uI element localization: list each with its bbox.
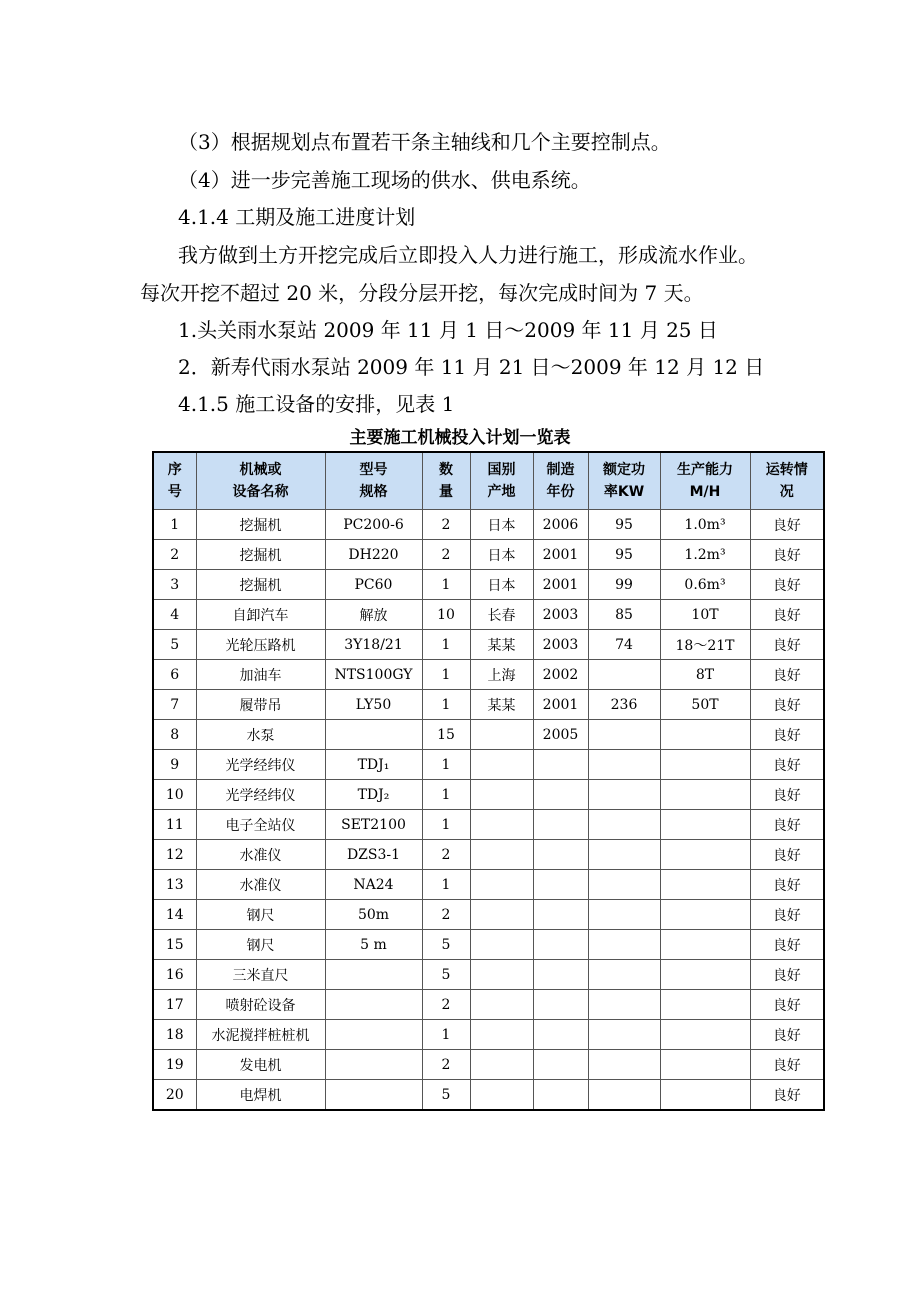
cell-year: 2001 (533, 570, 588, 600)
cell-seq: 17 (153, 990, 196, 1020)
cell-year (533, 960, 588, 990)
cell-model (325, 1020, 422, 1050)
cell-status: 良好 (750, 1080, 824, 1111)
cell-name: 履带吊 (196, 690, 325, 720)
cell-capacity (660, 1080, 750, 1111)
paragraph-schedule-intro: 我方做到土方开挖完成后立即投入人力进行施工，形成流水作业。 (178, 243, 758, 267)
cell-seq: 5 (153, 630, 196, 660)
cell-capacity (660, 1020, 750, 1050)
cell-qty: 15 (422, 720, 470, 750)
cell-name: 三米直尺 (196, 960, 325, 990)
cell-qty: 2 (422, 540, 470, 570)
cell-qty: 1 (422, 780, 470, 810)
schedule-item-2: 2．新寿代雨水泵站 2009 年 11 月 21 日～2009 年 12 月 12 日 (178, 355, 765, 379)
cell-origin: 长春 (470, 600, 533, 630)
cell-qty: 2 (422, 1050, 470, 1080)
cell-qty: 1 (422, 570, 470, 600)
table-row (153, 750, 824, 780)
equipment-table (152, 451, 825, 1111)
cell-origin (470, 780, 533, 810)
cell-qty: 1 (422, 630, 470, 660)
cell-origin (470, 990, 533, 1020)
cell-power: 236 (588, 690, 660, 720)
header-qty: 数 量 (422, 452, 470, 510)
table-row (153, 990, 824, 1020)
cell-qty: 1 (422, 750, 470, 780)
cell-model: TDJ₁ (325, 750, 422, 780)
cell-capacity (660, 1050, 750, 1080)
cell-model: 3Y18/21 (325, 630, 422, 660)
cell-capacity (660, 750, 750, 780)
table-row (153, 870, 824, 900)
cell-name: 水泵 (196, 720, 325, 750)
cell-model: 5 m (325, 930, 422, 960)
cell-model (325, 1050, 422, 1080)
cell-power (588, 870, 660, 900)
table-row (153, 720, 824, 750)
cell-qty: 2 (422, 840, 470, 870)
cell-capacity: 10T (660, 600, 750, 630)
cell-name: 钢尺 (196, 900, 325, 930)
cell-power (588, 930, 660, 960)
cell-name: 水准仪 (196, 840, 325, 870)
cell-seq: 12 (153, 840, 196, 870)
cell-seq: 13 (153, 870, 196, 900)
cell-status: 良好 (750, 720, 824, 750)
section-heading-4-1-5: 4.1.5 施工设备的安排，见表 1 (178, 392, 455, 416)
cell-origin (470, 1080, 533, 1111)
cell-status: 良好 (750, 1020, 824, 1050)
cell-seq: 3 (153, 570, 196, 600)
cell-power (588, 1050, 660, 1080)
cell-power (588, 750, 660, 780)
cell-model: DZS3-1 (325, 840, 422, 870)
header-name: 机械或 设备名称 (196, 452, 325, 510)
cell-status: 良好 (750, 690, 824, 720)
cell-name: 挖掘机 (196, 540, 325, 570)
cell-origin (470, 720, 533, 750)
cell-power (588, 960, 660, 990)
cell-model: 解放 (325, 600, 422, 630)
table-row (153, 540, 824, 570)
cell-origin (470, 810, 533, 840)
cell-name: 光学经纬仪 (196, 750, 325, 780)
cell-power (588, 1020, 660, 1050)
cell-year: 2001 (533, 690, 588, 720)
cell-origin: 某某 (470, 630, 533, 660)
cell-seq: 2 (153, 540, 196, 570)
cell-status: 良好 (750, 570, 824, 600)
cell-qty: 5 (422, 930, 470, 960)
cell-seq: 1 (153, 510, 196, 540)
table-row (153, 1080, 824, 1111)
paragraph-schedule-cont: 每次开挖不超过 20 米，分段分层开挖，每次完成时间为 7 天。 (140, 281, 704, 305)
cell-status: 良好 (750, 630, 824, 660)
cell-name: 电焊机 (196, 1080, 325, 1111)
cell-power (588, 990, 660, 1020)
cell-origin (470, 1020, 533, 1050)
cell-status: 良好 (750, 960, 824, 990)
cell-name: 发电机 (196, 1050, 325, 1080)
cell-capacity (660, 990, 750, 1020)
cell-year (533, 840, 588, 870)
header-seq: 序 号 (153, 452, 196, 510)
cell-origin (470, 840, 533, 870)
cell-capacity: 18～21T (660, 630, 750, 660)
cell-capacity (660, 810, 750, 840)
cell-capacity (660, 870, 750, 900)
cell-model: PC60 (325, 570, 422, 600)
cell-status: 良好 (750, 900, 824, 930)
table-row (153, 690, 824, 720)
cell-seq: 10 (153, 780, 196, 810)
cell-power: 99 (588, 570, 660, 600)
cell-name: 挖掘机 (196, 570, 325, 600)
cell-name: 光轮压路机 (196, 630, 325, 660)
cell-status: 良好 (750, 600, 824, 630)
cell-name: 喷射砼设备 (196, 990, 325, 1020)
cell-year (533, 930, 588, 960)
cell-seq: 8 (153, 720, 196, 750)
cell-power (588, 840, 660, 870)
cell-capacity (660, 720, 750, 750)
cell-year (533, 750, 588, 780)
cell-year: 2002 (533, 660, 588, 690)
header-status: 运转情 况 (750, 452, 824, 510)
cell-origin: 上海 (470, 660, 533, 690)
cell-capacity: 1.0m³ (660, 510, 750, 540)
cell-origin (470, 900, 533, 930)
cell-power (588, 660, 660, 690)
cell-year (533, 1020, 588, 1050)
cell-seq: 18 (153, 1020, 196, 1050)
table-row (153, 930, 824, 960)
cell-status: 良好 (750, 810, 824, 840)
header-year: 制造 年份 (533, 452, 588, 510)
cell-capacity (660, 960, 750, 990)
cell-capacity (660, 840, 750, 870)
cell-model: NA24 (325, 870, 422, 900)
cell-origin (470, 1050, 533, 1080)
cell-origin: 某某 (470, 690, 533, 720)
cell-status: 良好 (750, 660, 824, 690)
cell-year: 2001 (533, 540, 588, 570)
cell-power: 85 (588, 600, 660, 630)
table-row (153, 1050, 824, 1080)
cell-seq: 4 (153, 600, 196, 630)
table-row (153, 570, 824, 600)
cell-power (588, 900, 660, 930)
cell-model (325, 960, 422, 990)
cell-origin (470, 750, 533, 780)
table-row (153, 810, 824, 840)
cell-name: 水准仪 (196, 870, 325, 900)
cell-qty: 5 (422, 960, 470, 990)
cell-model: LY50 (325, 690, 422, 720)
cell-seq: 6 (153, 660, 196, 690)
cell-origin (470, 870, 533, 900)
table-row (153, 600, 824, 630)
table-row (153, 510, 824, 540)
cell-qty: 1 (422, 1020, 470, 1050)
cell-year (533, 870, 588, 900)
cell-origin: 日本 (470, 540, 533, 570)
cell-seq: 9 (153, 750, 196, 780)
cell-model: DH220 (325, 540, 422, 570)
cell-model (325, 720, 422, 750)
cell-seq: 20 (153, 1080, 196, 1111)
paragraph-control-points: （3）根据规划点布置若干条主轴线和几个主要控制点。 (178, 130, 671, 154)
cell-qty: 2 (422, 510, 470, 540)
cell-power (588, 1080, 660, 1111)
cell-capacity (660, 930, 750, 960)
cell-origin (470, 960, 533, 990)
cell-power (588, 780, 660, 810)
cell-power: 95 (588, 510, 660, 540)
cell-origin (470, 930, 533, 960)
cell-year (533, 900, 588, 930)
header-origin: 国别 产地 (470, 452, 533, 510)
cell-status: 良好 (750, 990, 824, 1020)
cell-name: 自卸汽车 (196, 600, 325, 630)
cell-year: 2006 (533, 510, 588, 540)
cell-power (588, 720, 660, 750)
cell-model: TDJ₂ (325, 780, 422, 810)
cell-qty: 2 (422, 990, 470, 1020)
cell-year (533, 1050, 588, 1080)
cell-status: 良好 (750, 510, 824, 540)
header-power: 额定功 率KW (588, 452, 660, 510)
cell-name: 挖掘机 (196, 510, 325, 540)
cell-status: 良好 (750, 540, 824, 570)
cell-model: PC200-6 (325, 510, 422, 540)
cell-power (588, 810, 660, 840)
cell-seq: 15 (153, 930, 196, 960)
cell-qty: 1 (422, 810, 470, 840)
cell-seq: 16 (153, 960, 196, 990)
cell-seq: 7 (153, 690, 196, 720)
cell-seq: 14 (153, 900, 196, 930)
cell-name: 电子全站仪 (196, 810, 325, 840)
cell-qty: 1 (422, 660, 470, 690)
cell-seq: 11 (153, 810, 196, 840)
cell-year: 2005 (533, 720, 588, 750)
cell-qty: 2 (422, 900, 470, 930)
cell-capacity (660, 900, 750, 930)
cell-name: 光学经纬仪 (196, 780, 325, 810)
cell-status: 良好 (750, 750, 824, 780)
table-title: 主要施工机械投入计划一览表 (349, 428, 571, 448)
cell-model (325, 1080, 422, 1111)
cell-status: 良好 (750, 870, 824, 900)
table-row (153, 900, 824, 930)
cell-status: 良好 (750, 1050, 824, 1080)
cell-capacity (660, 780, 750, 810)
cell-year: 2003 (533, 630, 588, 660)
cell-name: 钢尺 (196, 930, 325, 960)
cell-power: 95 (588, 540, 660, 570)
cell-year (533, 810, 588, 840)
cell-capacity: 0.6m³ (660, 570, 750, 600)
cell-year: 2003 (533, 600, 588, 630)
cell-origin: 日本 (470, 510, 533, 540)
cell-qty: 10 (422, 600, 470, 630)
table-row (153, 840, 824, 870)
header-capacity: 生产能力 M/H (660, 452, 750, 510)
cell-model: NTS100GY (325, 660, 422, 690)
cell-year (533, 990, 588, 1020)
table-row (153, 660, 824, 690)
cell-model: SET2100 (325, 810, 422, 840)
cell-seq: 19 (153, 1050, 196, 1080)
cell-capacity: 50T (660, 690, 750, 720)
cell-status: 良好 (750, 930, 824, 960)
cell-status: 良好 (750, 780, 824, 810)
cell-year (533, 780, 588, 810)
cell-qty: 5 (422, 1080, 470, 1111)
cell-origin: 日本 (470, 570, 533, 600)
table-row (153, 1020, 824, 1050)
cell-qty: 1 (422, 870, 470, 900)
table-row (153, 960, 824, 990)
cell-power: 74 (588, 630, 660, 660)
table-header-row (153, 452, 824, 510)
table-row (153, 780, 824, 810)
cell-status: 良好 (750, 840, 824, 870)
cell-name: 加油车 (196, 660, 325, 690)
cell-capacity: 1.2m³ (660, 540, 750, 570)
schedule-item-1: 1.头关雨水泵站 2009 年 11 月 1 日～2009 年 11 月 25 日 (178, 318, 718, 342)
section-heading-4-1-4: 4.1.4 工期及施工进度计划 (178, 205, 416, 229)
cell-model: 50m (325, 900, 422, 930)
paragraph-water-power: （4）进一步完善施工现场的供水、供电系统。 (178, 168, 591, 192)
header-model: 型号 规格 (325, 452, 422, 510)
cell-capacity: 8T (660, 660, 750, 690)
cell-year (533, 1080, 588, 1111)
cell-name: 水泥搅拌桩桩机 (196, 1020, 325, 1050)
table-row (153, 630, 824, 660)
cell-model (325, 990, 422, 1020)
cell-qty: 1 (422, 690, 470, 720)
